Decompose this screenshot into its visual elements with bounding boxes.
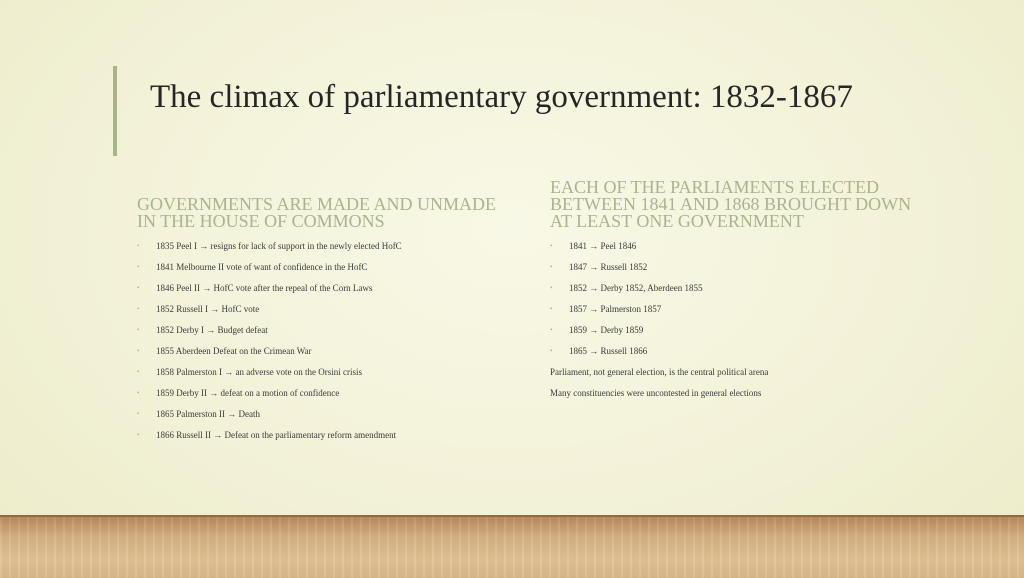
left-column-heading: GOVERNMENTS ARE MADE AND UNMADE IN THE HOUSE OF COMMONS bbox=[137, 194, 497, 231]
list-item-text: 1858 Palmerston I → an adverse vote on the Orsini crisis bbox=[156, 367, 362, 377]
note-text: Many constituencies were uncontested in general elections bbox=[550, 388, 762, 398]
bullet-icon: • bbox=[137, 368, 140, 376]
bullet-icon: • bbox=[550, 326, 553, 334]
bullet-icon: • bbox=[137, 263, 140, 271]
list-item bbox=[550, 261, 930, 282]
list-item bbox=[137, 387, 527, 408]
bullet-icon: • bbox=[137, 389, 140, 397]
list-item bbox=[137, 429, 527, 450]
list-item-text: 1847 → Russell 1852 bbox=[569, 262, 648, 272]
list-item-text: 1866 Russell II → Defeat on the parliamentary reform amendment bbox=[156, 430, 397, 440]
list-item bbox=[550, 282, 930, 303]
bullet-icon: • bbox=[550, 347, 553, 355]
list-item-text: 1859 → Derby 1859 bbox=[569, 325, 644, 335]
bullet-icon: • bbox=[550, 305, 553, 313]
bullet-icon: • bbox=[137, 410, 140, 418]
list-item bbox=[137, 408, 527, 429]
list-item-text: 1855 Aberdeen Defeat on the Crimean War bbox=[156, 346, 312, 356]
list-item bbox=[137, 240, 527, 261]
list-item-text: 1846 Peel II → HofC vote after the repeal of the Corn Laws bbox=[156, 283, 373, 293]
note-item bbox=[550, 366, 930, 387]
note-item bbox=[550, 387, 930, 408]
list-item-text: 1865 Palmerston II → Death bbox=[156, 409, 260, 419]
list-item bbox=[137, 345, 527, 366]
bullet-icon: • bbox=[550, 242, 553, 250]
list-item-text: 1841 Melbourne II vote of want of confidence in the HofC bbox=[156, 262, 368, 272]
title-accent-bar bbox=[113, 66, 117, 156]
list-item bbox=[137, 324, 527, 345]
list-item-text: 1841 → Peel 1846 bbox=[569, 241, 637, 251]
bullet-icon: • bbox=[137, 326, 140, 334]
list-item bbox=[550, 345, 930, 366]
list-item bbox=[550, 324, 930, 345]
bullet-icon: • bbox=[550, 263, 553, 271]
wood-floor-decoration bbox=[0, 515, 1024, 578]
list-item-text: 1865 → Russell 1866 bbox=[569, 346, 648, 356]
bullet-icon: • bbox=[550, 284, 553, 292]
note-text: Parliament, not general election, is the central political arena bbox=[550, 367, 769, 377]
list-item bbox=[137, 282, 527, 303]
bullet-icon: • bbox=[137, 431, 140, 439]
list-item-text: 1859 Derby II → defeat on a motion of confidence bbox=[156, 388, 340, 398]
list-item-text: 1852 → Derby 1852, Aberdeen 1855 bbox=[569, 283, 703, 293]
bullet-icon: • bbox=[137, 347, 140, 355]
left-bullet-list bbox=[137, 240, 527, 450]
right-bullet-list bbox=[550, 240, 930, 408]
list-item bbox=[550, 303, 930, 324]
list-item-text: 1835 Peel I → resigns for lack of support in the newly elected HofC bbox=[156, 241, 402, 251]
list-item bbox=[550, 240, 930, 261]
bullet-icon: • bbox=[137, 284, 140, 292]
right-column-heading: EACH OF THE PARLIAMENTS ELECTED BETWEEN 1841 AND 1868 BROUGHT DOWN AT LEAST ONE GOVERNMENT bbox=[550, 177, 912, 231]
list-item-text: 1852 Derby I → Budget defeat bbox=[156, 325, 268, 335]
list-item-text: 1852 Russell I → HofC vote bbox=[156, 304, 260, 314]
list-item bbox=[137, 303, 527, 324]
slide-title: The climax of parliamentary government: 1832-1867 bbox=[150, 79, 853, 115]
list-item bbox=[137, 261, 527, 282]
bullet-icon: • bbox=[137, 242, 140, 250]
list-item bbox=[137, 366, 527, 387]
list-item-text: 1857 → Palmerston 1857 bbox=[569, 304, 662, 314]
bullet-icon: • bbox=[137, 305, 140, 313]
